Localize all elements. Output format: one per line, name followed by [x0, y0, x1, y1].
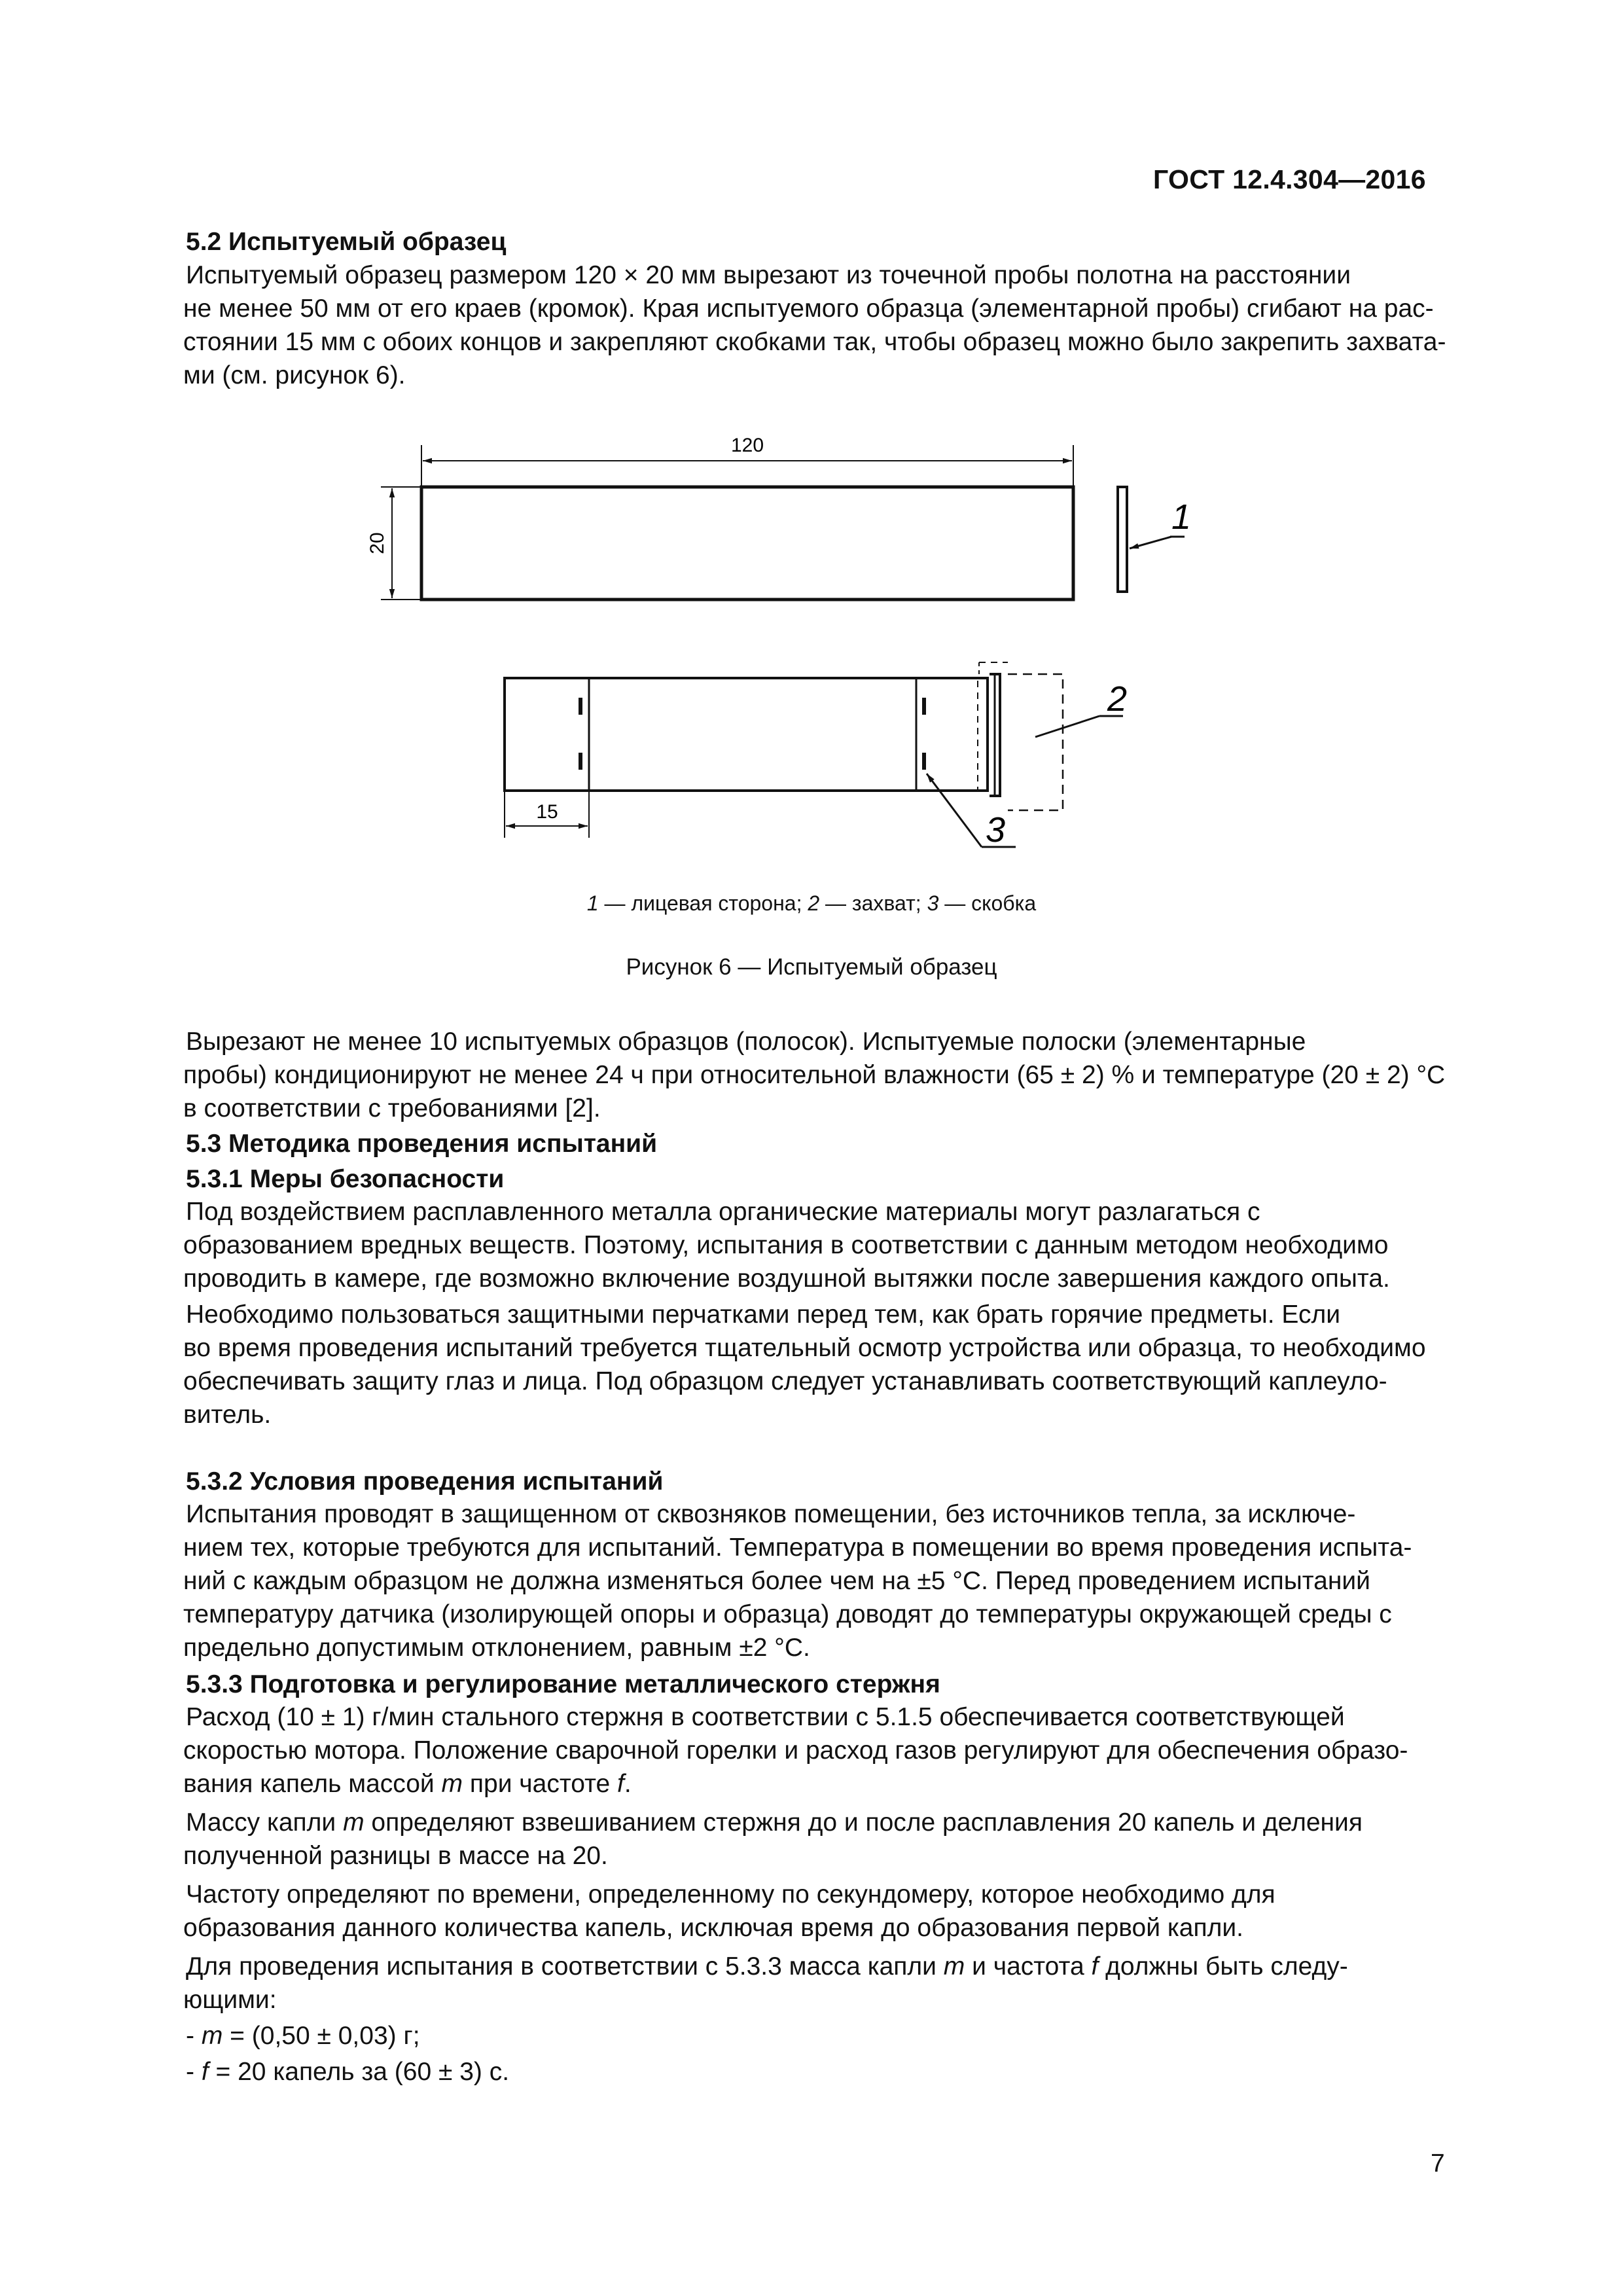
text-line: температуру датчика (изолирующей опоры и образца) доводят до температуры окружающей среды с: [183, 1600, 1392, 1628]
section-5-3-2-heading: 5.3.2 Условия проведения испытаний: [186, 1467, 664, 1496]
legend-number: 3: [927, 891, 939, 915]
text-line: полученной разницы в массе на 20.: [183, 1842, 608, 1870]
text-line: во время проведения испытаний требуется тщательный осмотр устройства или образца, то необходимо: [183, 1334, 1426, 1362]
text-line: предельно допустимым отклонением, равным ±2 °С.: [183, 1634, 810, 1662]
text-line: стоянии 15 мм с обоих концов и закрепляют скобками так, чтобы образец можно было закрепить захвата-: [183, 328, 1446, 356]
list-item: - f = 20 капель за (60 ± 3) с.: [186, 2058, 510, 2086]
text-line: не менее 50 мм от его краев (кромок). Края испытуемого образца (элементарной пробы) сгибают на рас-: [183, 295, 1434, 323]
text-line: вания капель массой m при частоте f.: [183, 1770, 632, 1798]
text-line: образования данного количества капель, исключая время до образования первой капли.: [183, 1914, 1243, 1942]
legend-text: — захват;: [819, 891, 927, 915]
text-line: Необходимо пользоваться защитными перчатками перед тем, как брать горячие предметы. Если: [186, 1300, 1341, 1329]
text-line: Испытания проводят в защищенном от сквозняков помещении, без источников тепла, за исключе-: [186, 1500, 1356, 1528]
leader-line-3: [927, 774, 982, 847]
section-5-3-1-text: [183, 1195, 1426, 1431]
text-line: Для проведения испытания в соответствии с 5.3.3 масса капли m и частота f должны быть следу-: [186, 1952, 1348, 1981]
specimen-folded-view: [505, 662, 1063, 838]
text-line: Под воздействием расплавленного металла органические материалы могут разлагаться с: [186, 1198, 1260, 1226]
specimen-top-view: [381, 445, 1073, 600]
grip-outline: [1008, 674, 1063, 810]
text-line: Испытуемый образец размером 120 × 20 мм вырезают из точечной пробы полотна на расстоянии: [186, 261, 1351, 289]
dimension-fold-label: 15: [536, 801, 558, 823]
section-5-2-heading: 5.2 Испытуемый образец: [186, 228, 507, 256]
text-line: витель.: [183, 1401, 272, 1429]
legend-text: — скобка: [938, 891, 1037, 915]
text-line: образованием вредных веществ. Поэтому, испытания в соответствии с данным методом необходимо: [183, 1231, 1389, 1259]
text-line: в соответствии с требованиями [2].: [183, 1094, 601, 1122]
figure-caption: Рисунок 6 — Испытуемый образец: [626, 954, 997, 980]
legend-number: 2: [808, 891, 820, 915]
text-line: проводить в камере, где возможно включение воздушной вытяжки после завершения каждого опыта.: [183, 1265, 1390, 1293]
standard-designation: ГОСТ 12.4.304—2016: [1153, 164, 1426, 194]
text-line: обеспечивать защиту глаз и лица. Под образцом следует устанавливать соответствующий каплеуло-: [183, 1367, 1387, 1395]
legend-number: 1: [586, 891, 599, 915]
marker-3: 3: [986, 810, 1006, 850]
dimension-width-label: 20: [366, 532, 388, 554]
figure-6-diagram: [0, 0, 1623, 982]
section-5-3-3-heading: 5.3.3 Подготовка и регулирование металлического стержня: [186, 1670, 940, 1698]
section-5-3-1-heading: 5.3.1 Меры безопасности: [186, 1165, 505, 1193]
text-line: скоростью мотора. Положение сварочной горелки и расход газов регулируют для обеспечения образо-: [183, 1736, 1408, 1765]
text-line: Вырезают не менее 10 испытуемых образцов (полосок). Испытуемые полоски (элементарные: [186, 1028, 1306, 1056]
text-line: Частоту определяют по времени, определенному по секундомеру, которое необходимо для: [186, 1880, 1275, 1909]
section-5-3-heading: 5.3 Методика проведения испытаний: [186, 1130, 658, 1158]
section-5-3-2-text: [183, 1498, 1412, 1664]
text-line: Массу капли m определяют взвешиванием стержня до и после расплавления 20 капель и деления: [186, 1808, 1363, 1837]
samples-paragraph: [183, 1025, 1446, 1125]
marker-1: 1: [1171, 497, 1192, 537]
leader-line-2: [1035, 716, 1099, 737]
page-number: 7: [1431, 2149, 1445, 2178]
specimen-side-view: [1118, 487, 1127, 592]
leader-line-1: [1130, 537, 1171, 548]
text-line: пробы) кондиционируют не менее 24 ч при относительной влажности (65 ± 2) % и температуре (20 ± 2) °С: [183, 1061, 1446, 1089]
text-line: нием тех, которые требуются для испытаний. Температура в помещении во время проведения испыта-: [183, 1534, 1412, 1562]
text-line: Расход (10 ± 1) г/мин стального стержня в соответствии с 5.1.5 обеспечивается соответствующей: [186, 1703, 1345, 1731]
dimension-length-label: 120: [730, 435, 764, 456]
text-line: ми (см. рисунок 6).: [183, 361, 406, 389]
text-line: ний с каждым образцом не должна изменяться более чем на ±5 °С. Перед проведением испытаний: [183, 1567, 1370, 1595]
marker-2: 2: [1107, 679, 1128, 719]
list-item: - m = (0,50 ± 0,03) г;: [186, 2022, 420, 2050]
figure-legend: [0, 891, 1623, 916]
section-5-3-3-text: [183, 1700, 1408, 2089]
legend-text: — лицевая сторона;: [598, 891, 808, 915]
text-line: ющими:: [183, 1986, 277, 2014]
